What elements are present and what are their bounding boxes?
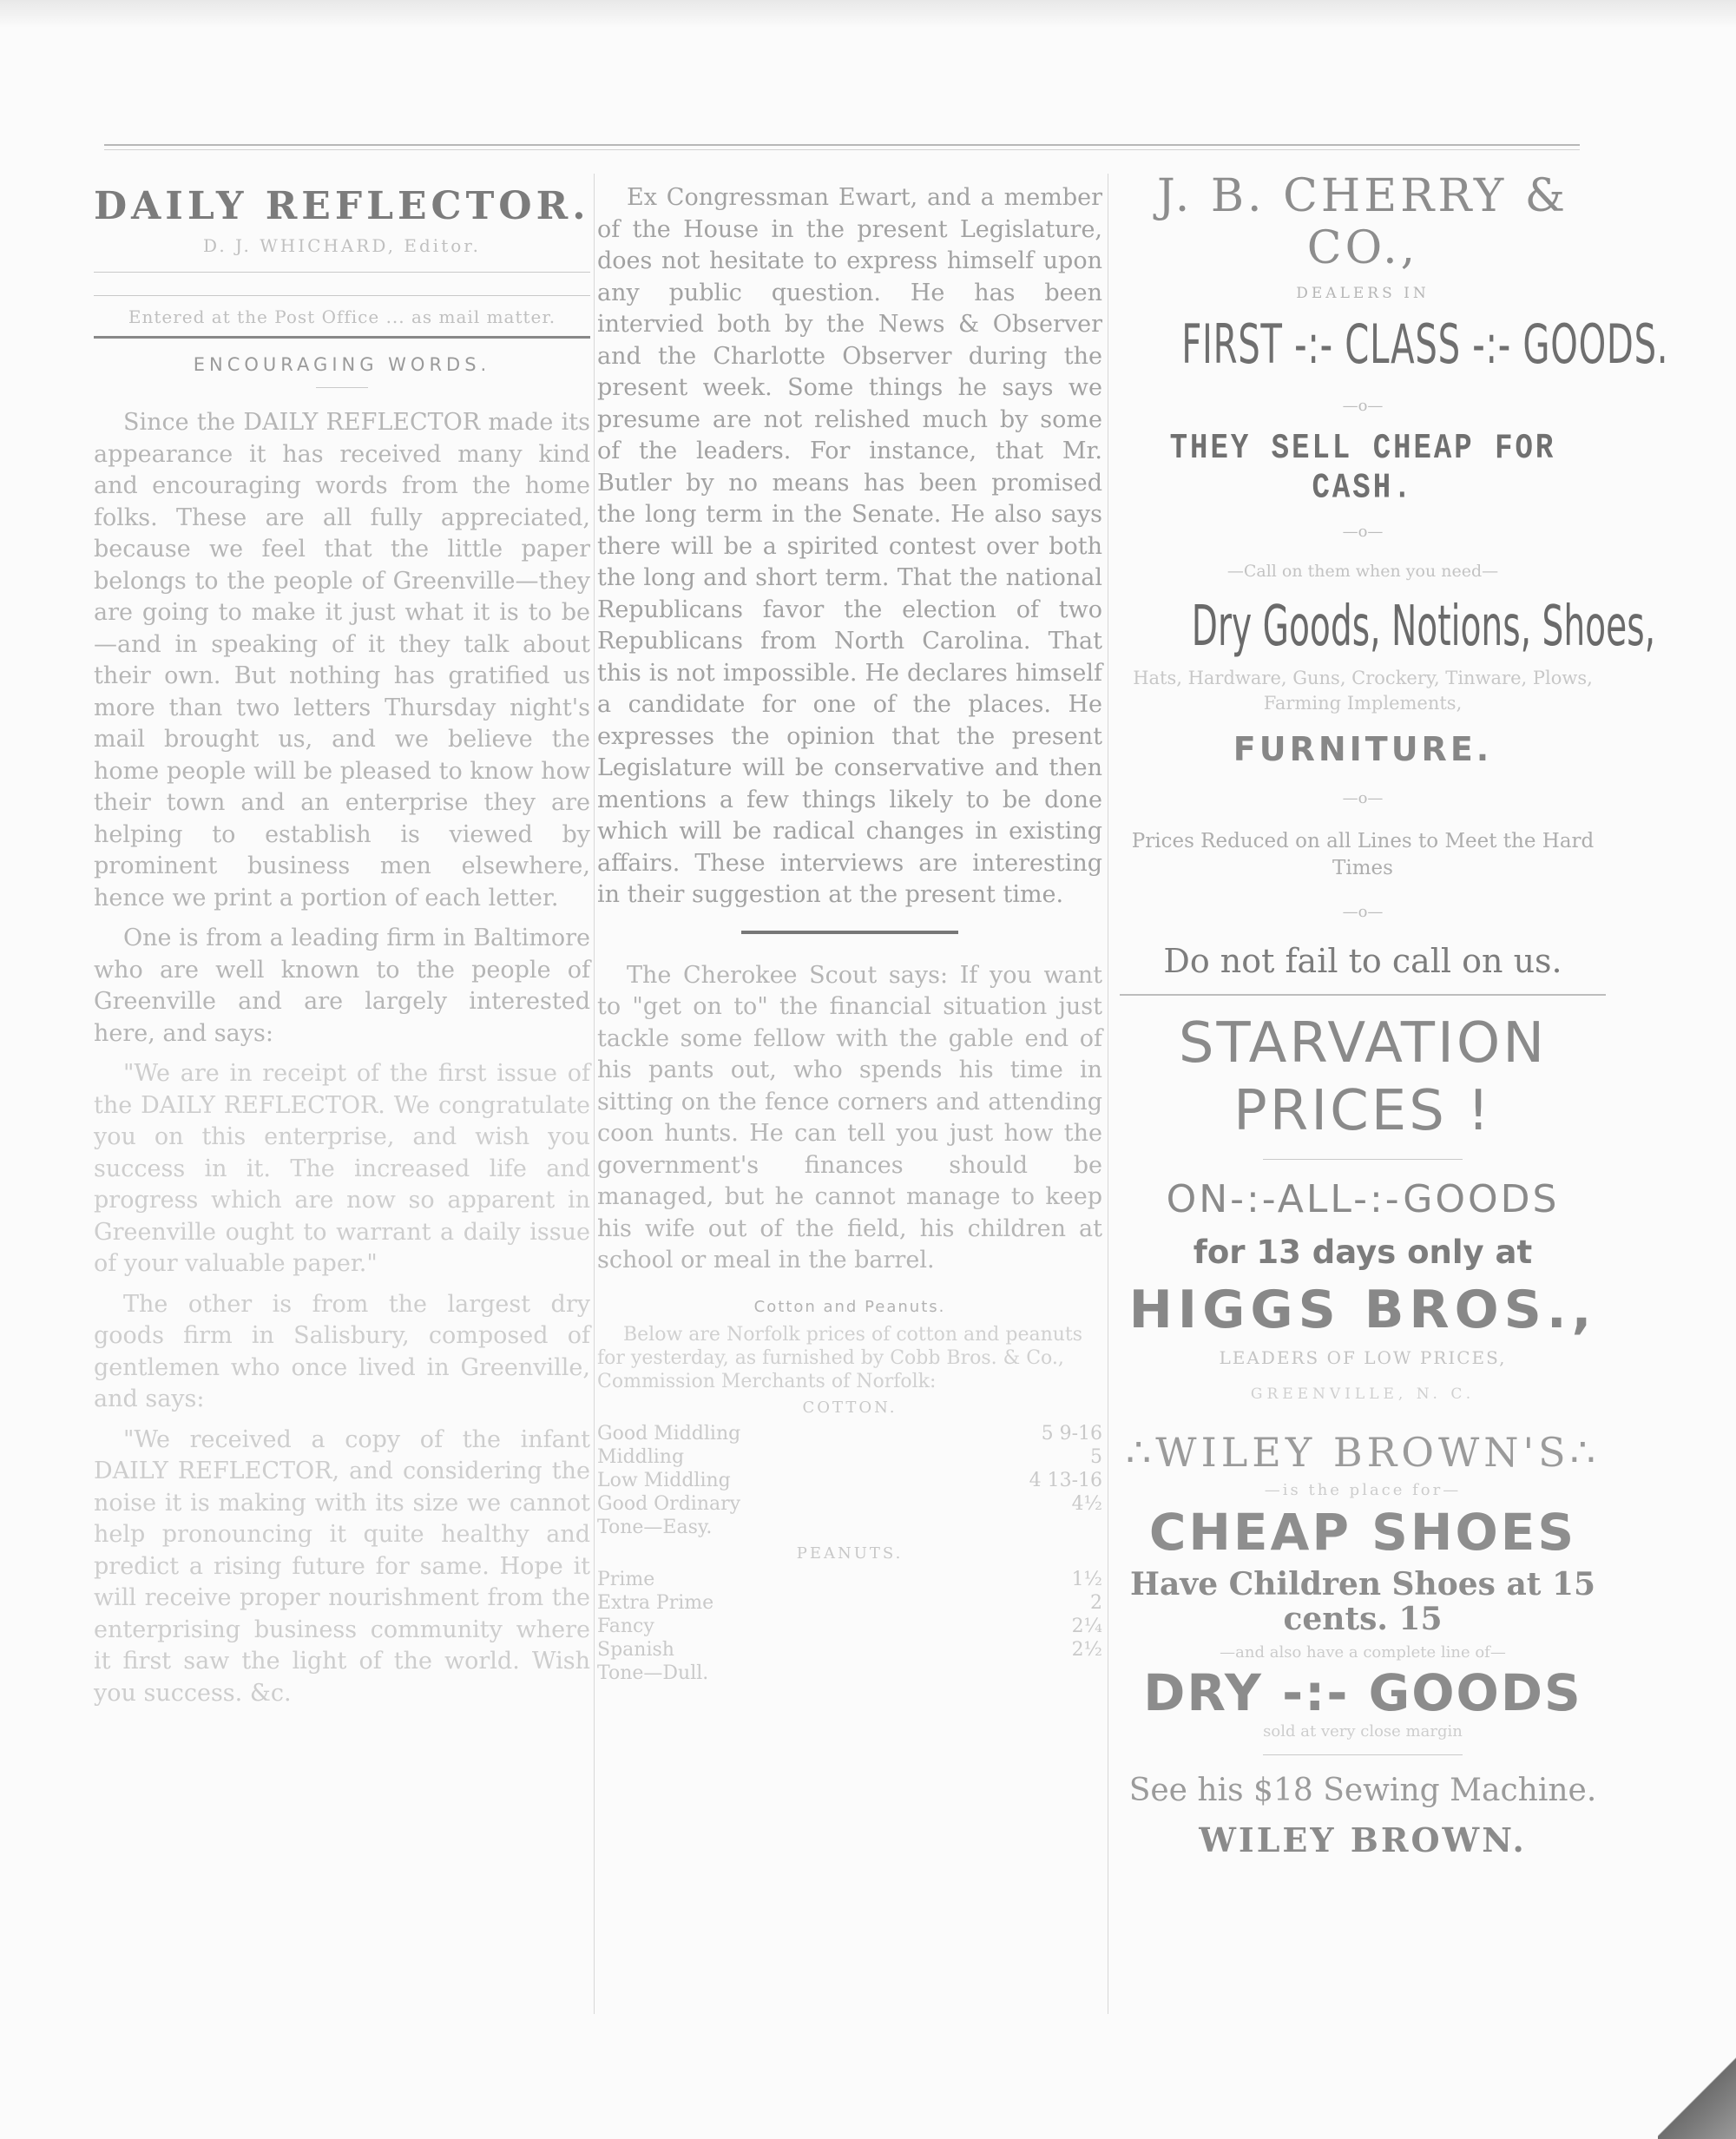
cherry-firm-name: J. B. CHERRY & CO., [1156, 170, 1569, 274]
peanut-table [597, 1568, 1102, 1685]
column-2 [597, 174, 1102, 1685]
market-row [597, 1516, 1102, 1539]
market-row [597, 1422, 1102, 1445]
paragraph: Since the DAILY REFLECTOR made its appearance it has received many kind and encouraging words from the home folks. These are all fully appreciated, because we feel that the little paper belongs to the people of Greenville—they are going to make it just what it is to be—and in speaking of it they talk about their own. But nothing has gratified us more than two letters Thursday night's mail brought us, and we believe the home people will be pleased to know how their town and an enterprise they are helping to establish is viewed by prominent business men elsewhere, hence we print a portion of each letter. [94, 409, 590, 912]
market-row [597, 1615, 1102, 1638]
thirteen-days: for 13 days only at [1193, 1234, 1533, 1271]
torn-corner [1658, 2035, 1736, 2139]
market-row-value: 1½ [1071, 1568, 1102, 1590]
market-row-value: 5 [1090, 1445, 1102, 1468]
market-note: Below are Norfolk prices of cotton and peanuts for yesterday, as furnished by Cobb Bros. & Co., Commission Merchants of Norfolk: [597, 1323, 1083, 1392]
prices-reduced: Prices Reduced on all Lines to Meet the Hard Times [1131, 830, 1595, 879]
wiley-browns: ∴WILEY BROWN'S∴ [1126, 1429, 1600, 1476]
column-3-ads [1111, 170, 1669, 1859]
market-row-label: Tone—Dull. [597, 1662, 709, 1684]
article-heading: ENCOURAGING WORDS. [193, 354, 491, 375]
masthead-editor: D. J. WHICHARD, Editor. [203, 235, 481, 256]
dealers-in: DEALERS IN [1296, 285, 1430, 302]
section-rule [741, 931, 958, 934]
market-row-label: Low Middling [597, 1469, 731, 1491]
ad-rule [1263, 1159, 1463, 1160]
market-row-label: Tone—Easy. [597, 1516, 713, 1538]
first-class-goods: FIRST -:- CLASS -:- GOODS. [1181, 313, 1669, 376]
market-row [597, 1591, 1102, 1615]
market-heading: Cotton and Peanuts. [753, 1297, 946, 1316]
market-row-value: 2 [1090, 1591, 1102, 1614]
is-the-place: —is the place for— [1264, 1481, 1462, 1499]
masthead-rule-2 [94, 295, 590, 296]
scout-article [597, 960, 1102, 1277]
sewing-machine: See his $18 Sewing Machine. [1128, 1773, 1597, 1808]
higgs-bros: HIGGS BROS., [1128, 1280, 1597, 1340]
top-rule-thin [104, 149, 1580, 150]
dry-goods: DRY -:- GOODS [1143, 1663, 1582, 1722]
sold-at: sold at very close margin [1263, 1722, 1463, 1741]
prices: PRICES ! [1233, 1079, 1492, 1143]
market-row-label: Extra Prime [597, 1591, 714, 1614]
article-body [94, 407, 590, 1709]
sell-cheap-for-cash: THEY SELL CHEAP FOR CASH. [1169, 429, 1556, 509]
masthead-title: DAILY REFLECTOR. [94, 184, 590, 228]
ad-rule [1120, 994, 1606, 996]
column-rule-1 [594, 174, 595, 2014]
ewart-article [597, 182, 1102, 912]
market-row [597, 1568, 1102, 1591]
ad-rule [1263, 1754, 1463, 1755]
masthead-entered: Entered at the Post Office ... as mail matter. [128, 306, 556, 327]
market-row-value: 2½ [1071, 1638, 1102, 1661]
paragraph: One is from a leading firm in Baltimore who are well known to the people of Greenville and are largely interested here, and says: [94, 925, 590, 1047]
market-row-label: Fancy [597, 1615, 654, 1637]
starvation: STARVATION [1178, 1011, 1548, 1076]
call-on-them: —Call on them when you need— [1226, 562, 1499, 581]
market-row-value: 2¼ [1071, 1615, 1102, 1637]
market-row [597, 1492, 1102, 1516]
top-page-bleed [0, 0, 1736, 28]
hats-hardware: Hats, Hardware, Guns, Crockery, Tinware, Plows, Farming Implements, [1133, 668, 1593, 714]
also-complete-line: —and also have a complete line of— [1220, 1643, 1506, 1662]
on-all-goods: ON-:-ALL-:-GOODS [1166, 1177, 1560, 1221]
cheap-shoes: CHEAP SHOES [1148, 1503, 1577, 1562]
market-row-label: Good Middling [597, 1422, 741, 1445]
separator: —o— [1342, 397, 1384, 415]
leaders-low-prices: LEADERS OF LOW PRICES, [1219, 1347, 1507, 1368]
quoted-paragraph: "We received a copy of the infant DAILY REFLECTOR, and considering the noise it is making with its size we cannot help pronouncing it quite healthy and predict a rising future for same. Hope it will receive proper nourishment from the enterprising business community where it first saw the light of the world. Wish you success. &c. [94, 1425, 590, 1707]
market-row [597, 1662, 1102, 1685]
cotton-table [597, 1422, 1102, 1539]
separator: —o— [1342, 789, 1384, 807]
top-rule [104, 144, 1580, 146]
market-row-value: 4 13-16 [1029, 1469, 1102, 1491]
market-row-label: Middling [597, 1445, 685, 1468]
market-row-label: Prime [597, 1568, 655, 1590]
paragraph: Ex Congressman Ewart, and a member of the House in the present Legislature, does not hesitate to express himself upon any public question. He has been intervied both by the News & Observer and the Charlotte Observer during the present week. Some things he says we presume are not relished much by some of the leaders. For instance, that Mr. Butler by no means has been promised the long term in the Senate. He also says there will be a spirited contest over both the long and short term. That the national Republicans favor the election of two Republicans from North Carolina. That this is not impossible. He declares himself a candidate for one of the places. He expresses the opinion that the present Legislature will be conservative and then mentions a few things likely to be done which will be radical changes in existing affairs. These interviews are interesting in their suggestion at the present time. [597, 184, 1102, 908]
do-not-fail: Do not fail to call on us. [1163, 942, 1562, 980]
market-row [597, 1469, 1102, 1492]
masthead-rule [94, 272, 590, 273]
masthead-heavy-rule [94, 336, 590, 339]
furniture: FURNITURE. [1233, 730, 1493, 768]
market-row-label: Good Ordinary [597, 1492, 741, 1515]
paragraph: The other is from the largest dry goods firm in Salisbury, composed of gentlemen who once lived in Greenville, and says: [94, 1290, 590, 1412]
paragraph: The Cherokee Scout says: If you want to "get on to" the financial situation just tackle some fellow with the gable end of his pants out, who spends his time in sitting on the fence corners and attending coon hunts. He can tell you just how the government's finances should be managed, but he cannot manage to keep his wife out of the field, his children at school or meal in the barrel. [597, 961, 1102, 1274]
dry-goods-notions-shoes: Dry Goods, Notions, Shoes, [1191, 595, 1656, 659]
separator: —o— [1342, 523, 1384, 541]
column-1 [94, 174, 590, 1709]
heading-rule [316, 387, 368, 388]
wiley-brown-name: WILEY BROWN. [1199, 1820, 1527, 1859]
peanuts-label: PEANUTS. [796, 1543, 904, 1563]
greenville: GREENVILLE, N. C. [1250, 1385, 1476, 1403]
market-row-label: Spanish [597, 1638, 674, 1661]
market-row-value: 4½ [1071, 1492, 1102, 1515]
market-row [597, 1445, 1102, 1469]
cotton-label: COTTON. [802, 1398, 898, 1417]
market-row [597, 1638, 1102, 1662]
quoted-paragraph: "We are in receipt of the first issue of the DAILY REFLECTOR. We congratulate you on this enterprise, and wish you success in it. The increased life and progress which are now so apparent in Greenville ought to warrant a daily issue of your valuable paper." [94, 1060, 590, 1277]
children-shoes: Have Children Shoes at 15 cents. 15 [1129, 1566, 1596, 1637]
separator: —o— [1342, 903, 1384, 921]
market-row-value: 5 9-16 [1041, 1422, 1102, 1445]
